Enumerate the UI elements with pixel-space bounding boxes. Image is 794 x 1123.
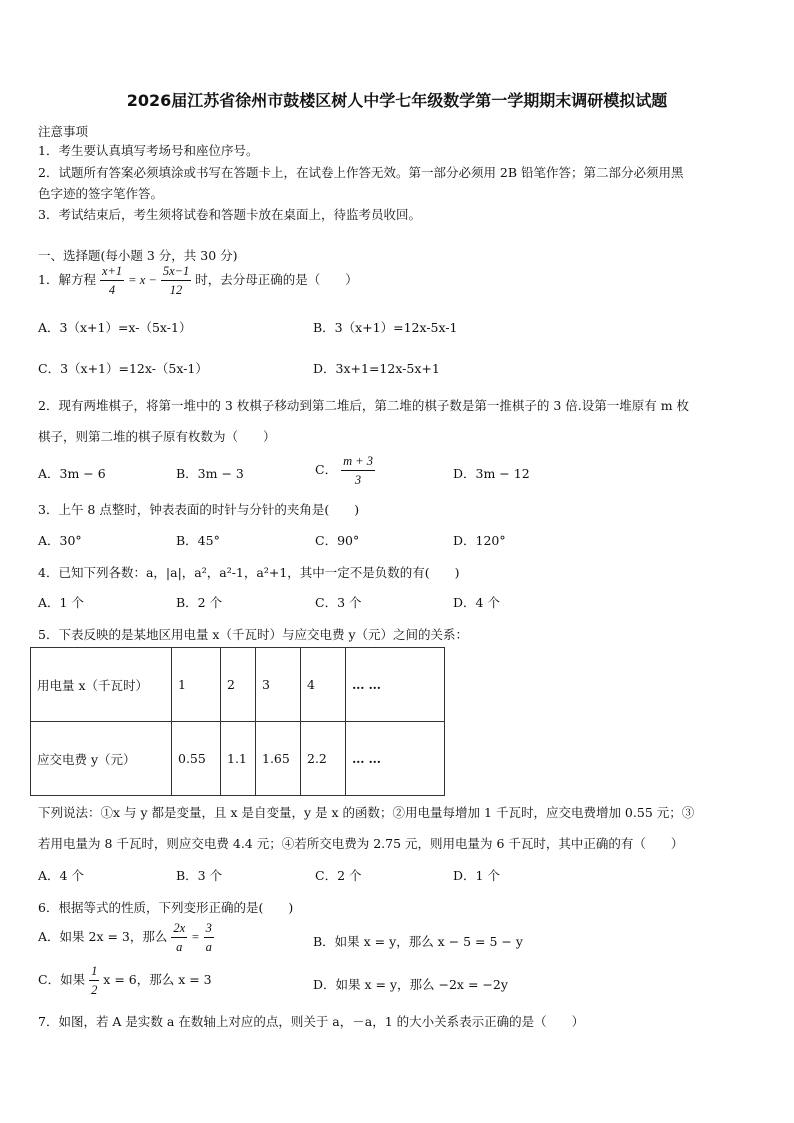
option-c-fraction: $\frac{m + 3}{3}$ xyxy=(343,454,374,487)
notice-item-2-line-1: 2．试题所有答案必须填涂或书写在答题卡上，在试卷上作答无效。第一部分必须用 2B 铅笔作答；第二部分必须用黑 xyxy=(38,165,684,180)
question-2-option-d: D．3m − 12 xyxy=(453,466,530,481)
table-cell: 1 xyxy=(172,648,221,722)
question-3-option-a: A．30° xyxy=(38,533,82,548)
question-4-option-b: B．2 个 xyxy=(176,595,223,610)
option-c-fraction: $\frac{1}{2}$ xyxy=(91,964,98,997)
table-cell-ellipsis: …… xyxy=(346,722,445,796)
table-cell-ellipsis: …… xyxy=(346,648,445,722)
question-4-option-a: A．1 个 xyxy=(38,595,84,610)
question-6-option-c: C．如果 $\frac{1}{2}$ x = 6，那么 x = 3 xyxy=(38,964,212,997)
question-1-option-b: B．3（x+1）=12x-5x-1 xyxy=(313,320,458,335)
question-5-option-a: A．4 个 xyxy=(38,868,84,883)
table-cell: 2 xyxy=(221,648,256,722)
question-2-option-c: C． $\frac{m + 3}{3}$ xyxy=(315,454,374,487)
question-2-stem-line-2: 棋子，则第二堆的棋子原有枚数为（ ） xyxy=(38,429,276,444)
fraction-1: $\frac{x+1}{4}$ xyxy=(101,264,123,297)
question-4-option-d: D．4 个 xyxy=(453,595,500,610)
fraction-2: $\frac{5x-1}{12}$ xyxy=(162,264,190,297)
question-7-stem: 7．如图，若 A 是实数 a 在数轴上对应的点，则关于 a，－a，1 的大小关系表示正确的是（ ） xyxy=(38,1014,585,1029)
notice-item-2-line-2: 色字迹的签字笔作答。 xyxy=(38,186,164,201)
electricity-table xyxy=(30,647,445,796)
table-cell: 0.55 xyxy=(172,722,221,796)
table-cell: 1.1 xyxy=(221,722,256,796)
table-row-usage xyxy=(31,648,445,722)
table-cell: 3 xyxy=(256,648,301,722)
notice-item-3: 3．考试结束后，考生须将试卷和答题卡放在桌面上，待监考员收回。 xyxy=(38,207,421,222)
question-1-option-c: C．3（x+1）=12x-（5x-1） xyxy=(38,361,208,376)
table-cell: 1.65 xyxy=(256,722,301,796)
question-1-option-a: A．3（x+1）=x-（5x-1） xyxy=(38,320,192,335)
question-2-option-b: B．3m − 3 xyxy=(176,466,244,481)
question-6-option-a: A．如果 2x = 3，那么 $\frac{2x}{a}$ = $\frac{3}{a}$ xyxy=(38,921,212,954)
question-5-statements-line-1: 下列说法：①x 与 y 都是变量，且 x 是自变量，y 是 x 的函数；②用电量每增加 1 千瓦时，应交电费增加 0.55 元；③ xyxy=(38,805,695,820)
question-3-option-d: D．120° xyxy=(453,533,506,548)
page-title: 2026届江苏省徐州市鼓楼区树人中学七年级数学第一学期期末调研模拟试题 xyxy=(126,91,668,110)
table-row-fee xyxy=(31,722,445,796)
table-cell-usage-label: 用电量 x（千瓦时） xyxy=(31,648,172,722)
section-heading-choice: 一、选择题(每小题 3 分，共 30 分) xyxy=(38,248,238,263)
question-2-option-a: A．3m − 6 xyxy=(38,466,106,481)
question-4-option-c: C．3 个 xyxy=(315,595,362,610)
question-3-option-c: C．90° xyxy=(315,533,360,548)
question-3-stem: 3．上午 8 点整时，钟表表面的时针与分针的夹角是( ) xyxy=(38,502,360,517)
table-cell: 2.2 xyxy=(301,722,346,796)
question-5-option-c: C．2 个 xyxy=(315,868,362,883)
table-cell: 4 xyxy=(301,648,346,722)
question-6-option-b: B．如果 x = y，那么 x − 5 = 5 − y xyxy=(313,934,523,949)
question-5-stem: 5．下表反映的是某地区用电量 x（千瓦时）与应交电费 y（元）之间的关系： xyxy=(38,627,469,642)
option-a-fraction-2: $\frac{3}{a}$ xyxy=(205,921,212,954)
question-3-option-b: B．45° xyxy=(176,533,220,548)
question-5-statements-line-2: 若用电量为 8 千瓦时，则应交电费 4.4 元；④若所交电费为 2.75 元，则用电量为 6 千瓦时，其中正确的有（ ） xyxy=(38,836,684,851)
question-1-stem: 1．解方程 $\frac{x+1}{4}$ = x − $\frac{5x-1}{12}$ 时，去分母正确的是（ ） xyxy=(38,264,358,297)
question-6-stem: 6．根据等式的性质，下列变形正确的是( ) xyxy=(38,900,294,915)
notice-item-1: 1．考生要认真填写考场号和座位序号。 xyxy=(38,143,259,158)
question-2-stem-line-1: 2．现有两堆棋子，将第一堆中的 3 枚棋子移动到第二堆后，第二堆的棋子数是第一推棋子的 3 倍.设第一堆原有 m 枚 xyxy=(38,398,690,413)
question-6-option-d: D．如果 x = y，那么 −2x = −2y xyxy=(313,977,508,992)
option-a-fraction-1: $\frac{2x}{a}$ xyxy=(173,921,186,954)
table-cell-fee-label: 应交电费 y（元） xyxy=(31,722,172,796)
question-1-option-d: D．3x+1=12x-5x+1 xyxy=(313,361,440,376)
question-5-option-d: D．1 个 xyxy=(453,868,500,883)
notice-heading: 注意事项 xyxy=(38,124,89,139)
question-5-option-b: B．3 个 xyxy=(176,868,223,883)
question-4-stem: 4．已知下列各数：a，|a|，a²，a²-1，a²+1，其中一定不是负数的有( ) xyxy=(38,565,460,580)
